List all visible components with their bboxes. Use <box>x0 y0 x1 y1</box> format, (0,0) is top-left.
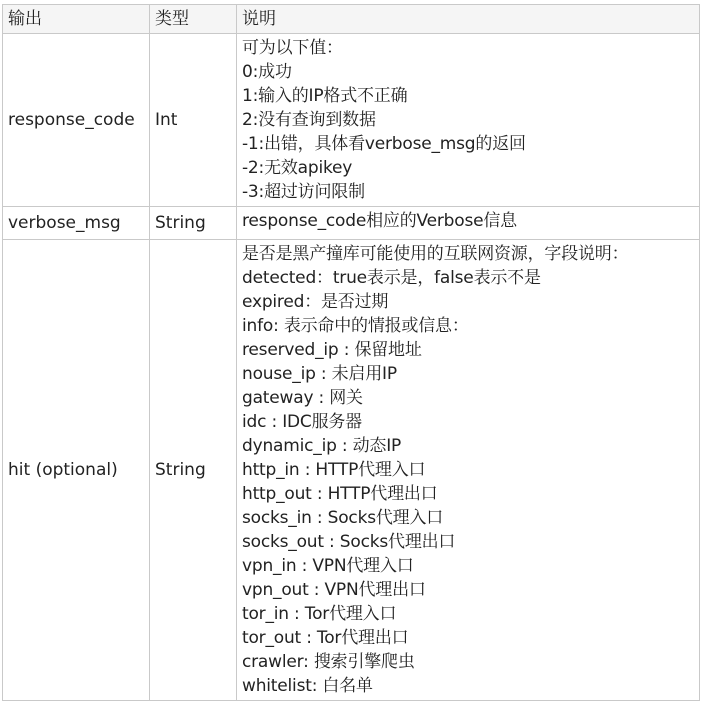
description-line: response_code相应的Verbose信息 <box>242 211 517 231</box>
description-line: -3:超过访问限制 <box>242 182 365 202</box>
field-name: verbose_msg <box>3 207 150 240</box>
table-row-verbose-msg <box>3 207 700 240</box>
field-description <box>237 207 700 240</box>
description-line: -2:无效apikey <box>242 158 353 178</box>
description-line: gateway : 网关 <box>242 388 363 408</box>
description-line: 是否是黑产撞库可能使用的互联网资源，字段说明： <box>242 244 629 264</box>
description-line: 1:输入的IP格式不正确 <box>242 86 408 106</box>
table-row-response-code <box>3 34 700 207</box>
description-line: -1:出错，具体看verbose_msg的返回 <box>242 134 526 154</box>
description-line: 0:成功 <box>242 62 292 82</box>
description-line: reserved_ip : 保留地址 <box>242 340 422 360</box>
field-name: hit (optional) <box>3 240 150 701</box>
header-output: 输出 <box>3 5 150 34</box>
description-line: vpn_out : VPN代理出口 <box>242 580 426 600</box>
description-line: http_out : HTTP代理出口 <box>242 484 438 504</box>
description-line: detected：true表示是，false表示不是 <box>242 268 541 288</box>
header-type: 类型 <box>150 5 237 34</box>
description-line: crawler: 搜索引擎爬虫 <box>242 652 415 672</box>
field-type: String <box>150 240 237 701</box>
field-description <box>237 240 700 701</box>
description-line: tor_out : Tor代理出口 <box>242 628 409 648</box>
description-line: http_in : HTTP代理入口 <box>242 460 426 480</box>
field-description <box>237 34 700 207</box>
fields-table <box>2 4 700 701</box>
description-line: socks_in : Socks代理入口 <box>242 508 444 528</box>
description-line: vpn_in : VPN代理入口 <box>242 556 414 576</box>
description-line: tor_in : Tor代理入口 <box>242 604 397 624</box>
description-line: idc : IDC服务器 <box>242 412 362 432</box>
description-line: whitelist: 白名单 <box>242 676 373 696</box>
description-line: info: 表示命中的情报或信息： <box>242 316 469 336</box>
table-row-hit <box>3 240 700 701</box>
description-line: socks_out : Socks代理出口 <box>242 532 456 552</box>
description-line: 2:没有查询到数据 <box>242 110 376 130</box>
table-header-row <box>3 5 700 34</box>
field-name: response_code <box>3 34 150 207</box>
field-type: Int <box>150 34 237 207</box>
field-type: String <box>150 207 237 240</box>
description-line: 可为以下值： <box>242 38 343 58</box>
header-description: 说明 <box>237 5 700 34</box>
description-line: expired：是否过期 <box>242 292 389 312</box>
description-line: dynamic_ip : 动态IP <box>242 436 402 456</box>
description-line: nouse_ip : 未启用IP <box>242 364 397 384</box>
